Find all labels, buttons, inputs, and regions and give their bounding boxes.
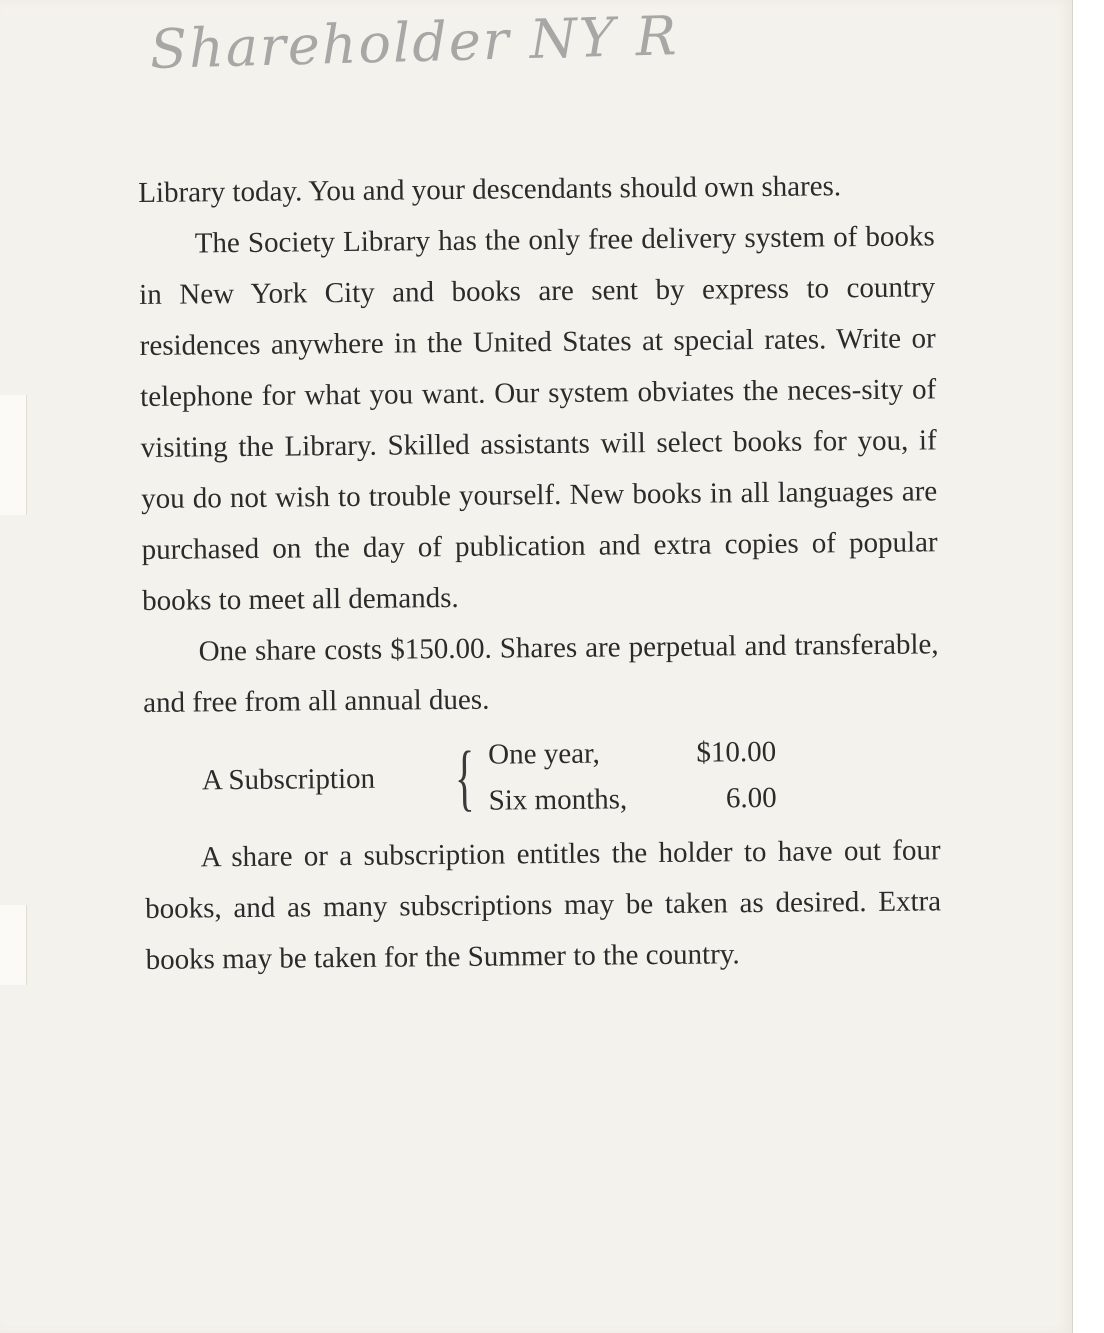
subscription-term: One year, bbox=[488, 737, 600, 771]
subscription-table bbox=[201, 721, 940, 832]
handwritten-annotation: Shareholder NY R bbox=[149, 4, 680, 81]
paragraph-delivery: The Society Library has the only free delivery system of books in New York City and books are sent by express to country residences anywhere in the United States at special rates. Write or telephone for what you want. Our system obviates the neces-sity of visiting the Library. Skilled assistants will select books for you, if you do not wish to trouble yourself. New books in all languages are purchased on the day of publication and extra copies of popular books to meet all demands. bbox=[139, 220, 938, 617]
torn-edge bbox=[0, 395, 27, 515]
subscription-row bbox=[488, 775, 776, 824]
brace-icon: { bbox=[454, 736, 475, 819]
subscription-label: A Subscription bbox=[201, 762, 376, 796]
subscription-price: 6.00 bbox=[725, 781, 777, 815]
subscription-rows bbox=[488, 729, 777, 824]
paragraph-entitlement: A share or a subscription entitles the holder to have out four books, and as many subscriptions may be taken as desired. Extra books may be taken for the Summer to the country. bbox=[144, 834, 942, 976]
body-text bbox=[138, 160, 942, 986]
subscription-row bbox=[488, 729, 776, 778]
torn-edge bbox=[0, 905, 27, 985]
subscription-price: $10.00 bbox=[696, 735, 777, 769]
subscription-term: Six months, bbox=[488, 783, 628, 817]
paragraph-share-cost: One share costs $150.00. Shares are perpetual and transferable, and free from all annual dues. bbox=[142, 628, 939, 719]
paragraph-continuation: Library today. You and your descendants should own shares. bbox=[138, 170, 842, 209]
